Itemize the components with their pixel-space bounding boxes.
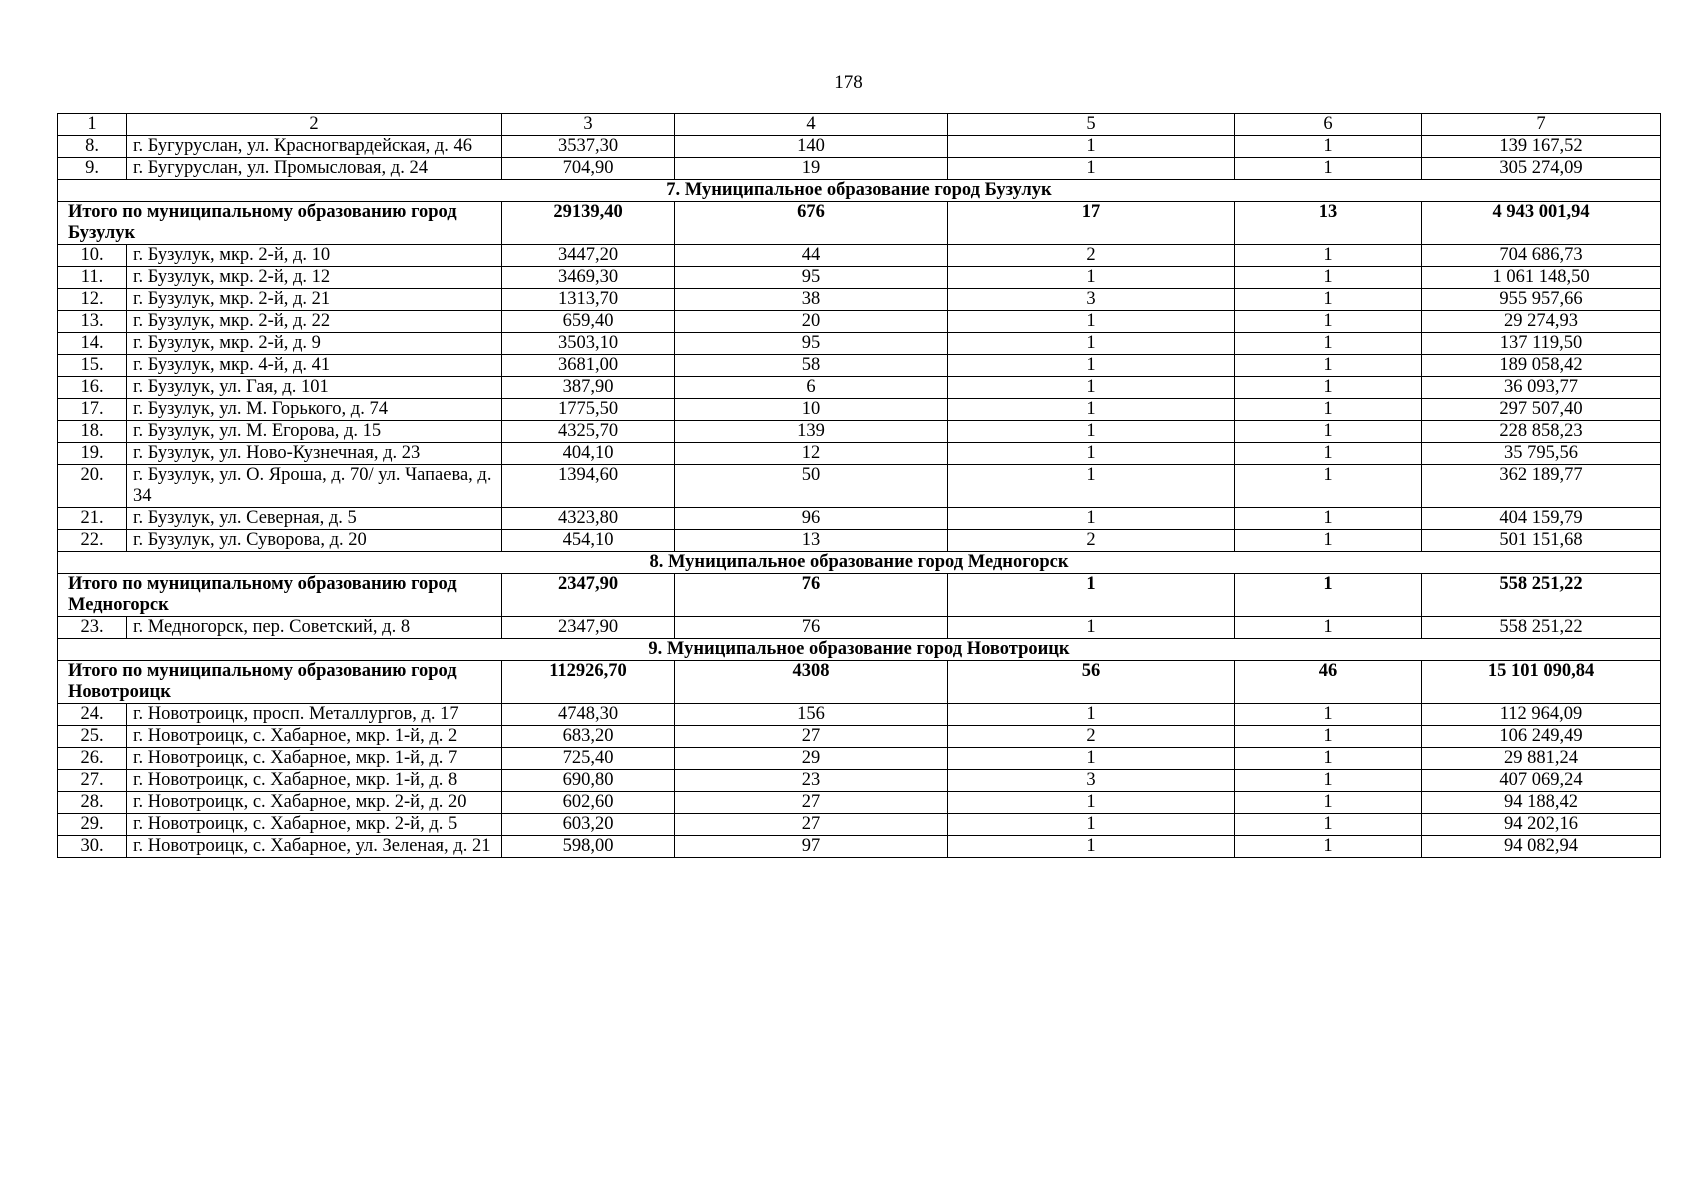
address: г. Бузулук, ул. Северная, д. 5: [127, 508, 502, 530]
section-header-row: [58, 552, 1661, 574]
area: 602,60: [502, 792, 675, 814]
count-b: 1: [1235, 508, 1422, 530]
address: г. Медногорск, пер. Советский, д. 8: [127, 617, 502, 639]
residents: 27: [675, 726, 948, 748]
count-b: 1: [1235, 245, 1422, 267]
address: г. Бузулук, мкр. 2-й, д. 10: [127, 245, 502, 267]
residents: 140: [675, 136, 948, 158]
count-a: 1: [948, 421, 1235, 443]
count-a: 3: [948, 770, 1235, 792]
table-row: [58, 399, 1661, 421]
residents: 13: [675, 530, 948, 552]
row-number: 16.: [58, 377, 127, 399]
total-residents: 676: [675, 202, 948, 245]
address: г. Бузулук, ул. Суворова, д. 20: [127, 530, 502, 552]
table-row: [58, 333, 1661, 355]
row-number: 27.: [58, 770, 127, 792]
address: г. Новотроицк, с. Хабарное, ул. Зеленая, д. 21: [127, 836, 502, 858]
total-area: 112926,70: [502, 661, 675, 704]
total-area: 29139,40: [502, 202, 675, 245]
cost: 558 251,22: [1422, 617, 1661, 639]
area: 4323,80: [502, 508, 675, 530]
total-cost: 558 251,22: [1422, 574, 1661, 617]
count-a: 3: [948, 289, 1235, 311]
residents: 23: [675, 770, 948, 792]
count-b: 1: [1235, 704, 1422, 726]
row-number: 29.: [58, 814, 127, 836]
page-number: 178: [834, 72, 863, 93]
area: 603,20: [502, 814, 675, 836]
cost: 94 188,42: [1422, 792, 1661, 814]
cost: 1 061 148,50: [1422, 267, 1661, 289]
count-b: 1: [1235, 136, 1422, 158]
address: г. Бузулук, мкр. 2-й, д. 21: [127, 289, 502, 311]
residents: 95: [675, 333, 948, 355]
count-a: 1: [948, 508, 1235, 530]
count-a: 1: [948, 814, 1235, 836]
count-b: 1: [1235, 836, 1422, 858]
table-row: [58, 136, 1661, 158]
count-a: 1: [948, 704, 1235, 726]
total-row: [58, 574, 1661, 617]
row-number: 30.: [58, 836, 127, 858]
address: г. Бузулук, мкр. 2-й, д. 22: [127, 311, 502, 333]
row-number: 24.: [58, 704, 127, 726]
row-number: 14.: [58, 333, 127, 355]
total-residents: 76: [675, 574, 948, 617]
section-header-row: [58, 639, 1661, 661]
total-label: Итого по муниципальному образованию город Медногорск: [58, 574, 502, 617]
count-b: 1: [1235, 333, 1422, 355]
column-number: 5: [948, 114, 1235, 136]
count-b: 1: [1235, 355, 1422, 377]
total-residents: 4308: [675, 661, 948, 704]
address: г. Новотроицк, с. Хабарное, мкр. 1-й, д. 2: [127, 726, 502, 748]
address: г. Новотроицк, с. Хабарное, мкр. 2-й, д. 5: [127, 814, 502, 836]
table-row: [58, 421, 1661, 443]
residents: 76: [675, 617, 948, 639]
table-row: [58, 267, 1661, 289]
column-number: 6: [1235, 114, 1422, 136]
section-title: 8. Муниципальное образование город Медногорск: [58, 552, 1661, 574]
total-area: 2347,90: [502, 574, 675, 617]
row-number: 17.: [58, 399, 127, 421]
row-number: 22.: [58, 530, 127, 552]
column-number: 7: [1422, 114, 1661, 136]
cost: 106 249,49: [1422, 726, 1661, 748]
count-a: 1: [948, 377, 1235, 399]
residents: 20: [675, 311, 948, 333]
cost: 305 274,09: [1422, 158, 1661, 180]
table-row: [58, 289, 1661, 311]
area: 1394,60: [502, 465, 675, 508]
count-a: 1: [948, 311, 1235, 333]
count-a: 1: [948, 267, 1235, 289]
count-a: 1: [948, 748, 1235, 770]
total-row: [58, 202, 1661, 245]
total-count-a: 56: [948, 661, 1235, 704]
table-row: [58, 508, 1661, 530]
row-number: 9.: [58, 158, 127, 180]
count-b: 1: [1235, 530, 1422, 552]
residents: 97: [675, 836, 948, 858]
total-count-b: 13: [1235, 202, 1422, 245]
row-number: 20.: [58, 465, 127, 508]
address: г. Бузулук, ул. Ново-Кузнечная, д. 23: [127, 443, 502, 465]
total-count-b: 1: [1235, 574, 1422, 617]
count-b: 1: [1235, 158, 1422, 180]
count-a: 1: [948, 792, 1235, 814]
address: г. Новотроицк, с. Хабарное, мкр. 2-й, д. 20: [127, 792, 502, 814]
area: 1313,70: [502, 289, 675, 311]
count-b: 1: [1235, 267, 1422, 289]
count-b: 1: [1235, 814, 1422, 836]
area: 3503,10: [502, 333, 675, 355]
total-label: Итого по муниципальному образованию город Новотроицк: [58, 661, 502, 704]
total-cost: 4 943 001,94: [1422, 202, 1661, 245]
residents: 6: [675, 377, 948, 399]
area: 454,10: [502, 530, 675, 552]
cost: 29 274,93: [1422, 311, 1661, 333]
residents: 27: [675, 792, 948, 814]
address: г. Новотроицк, просп. Металлургов, д. 17: [127, 704, 502, 726]
table-row: [58, 748, 1661, 770]
area: 387,90: [502, 377, 675, 399]
count-a: 2: [948, 245, 1235, 267]
area: 659,40: [502, 311, 675, 333]
count-b: 1: [1235, 289, 1422, 311]
row-number: 23.: [58, 617, 127, 639]
count-a: 1: [948, 465, 1235, 508]
count-a: 1: [948, 333, 1235, 355]
address: г. Новотроицк, с. Хабарное, мкр. 1-й, д. 7: [127, 748, 502, 770]
cost: 404 159,79: [1422, 508, 1661, 530]
row-number: 13.: [58, 311, 127, 333]
cost: 94 202,16: [1422, 814, 1661, 836]
table-row: [58, 158, 1661, 180]
residents: 10: [675, 399, 948, 421]
table-row: [58, 377, 1661, 399]
count-b: 1: [1235, 617, 1422, 639]
row-number: 12.: [58, 289, 127, 311]
cost: 297 507,40: [1422, 399, 1661, 421]
column-number: 2: [127, 114, 502, 136]
table-row: [58, 617, 1661, 639]
table-row: [58, 465, 1661, 508]
section-title: 7. Муниципальное образование город Бузулук: [58, 180, 1661, 202]
residents: 50: [675, 465, 948, 508]
total-count-a: 1: [948, 574, 1235, 617]
table-row: [58, 770, 1661, 792]
area: 404,10: [502, 443, 675, 465]
residents: 156: [675, 704, 948, 726]
count-a: 1: [948, 836, 1235, 858]
cost: 362 189,77: [1422, 465, 1661, 508]
area: 3447,20: [502, 245, 675, 267]
count-b: 1: [1235, 377, 1422, 399]
table-row: [58, 704, 1661, 726]
count-a: 1: [948, 617, 1235, 639]
area: 4748,30: [502, 704, 675, 726]
area: 690,80: [502, 770, 675, 792]
section-title: 9. Муниципальное образование город Новотроицк: [58, 639, 1661, 661]
address: г. Бузулук, ул. Гая, д. 101: [127, 377, 502, 399]
row-number: 25.: [58, 726, 127, 748]
cost: 94 082,94: [1422, 836, 1661, 858]
total-count-b: 46: [1235, 661, 1422, 704]
address: г. Бугуруслан, ул. Красногвардейская, д. 46: [127, 136, 502, 158]
count-b: 1: [1235, 399, 1422, 421]
total-count-a: 17: [948, 202, 1235, 245]
table-row: [58, 814, 1661, 836]
address: г. Бугуруслан, ул. Промысловая, д. 24: [127, 158, 502, 180]
cost: 137 119,50: [1422, 333, 1661, 355]
area: 1775,50: [502, 399, 675, 421]
area: 704,90: [502, 158, 675, 180]
cost: 189 058,42: [1422, 355, 1661, 377]
table-row: [58, 443, 1661, 465]
table-row: [58, 245, 1661, 267]
cost: 139 167,52: [1422, 136, 1661, 158]
cost: 29 881,24: [1422, 748, 1661, 770]
count-a: 1: [948, 443, 1235, 465]
area: 683,20: [502, 726, 675, 748]
count-a: 1: [948, 355, 1235, 377]
total-label: Итого по муниципальному образованию город Бузулук: [58, 202, 502, 245]
row-number: 8.: [58, 136, 127, 158]
housing-table: [57, 113, 1661, 858]
count-b: 1: [1235, 421, 1422, 443]
address: г. Бузулук, мкр. 2-й, д. 12: [127, 267, 502, 289]
address: г. Бузулук, ул. М. Горького, д. 74: [127, 399, 502, 421]
table-body: [58, 114, 1661, 858]
area: 725,40: [502, 748, 675, 770]
cost: 955 957,66: [1422, 289, 1661, 311]
area: 3469,30: [502, 267, 675, 289]
address: г. Бузулук, ул. М. Егорова, д. 15: [127, 421, 502, 443]
residents: 139: [675, 421, 948, 443]
count-b: 1: [1235, 311, 1422, 333]
area: 4325,70: [502, 421, 675, 443]
count-b: 1: [1235, 748, 1422, 770]
table-row: [58, 792, 1661, 814]
cost: 112 964,09: [1422, 704, 1661, 726]
count-a: 2: [948, 530, 1235, 552]
section-header-row: [58, 180, 1661, 202]
column-number: 1: [58, 114, 127, 136]
column-number: 4: [675, 114, 948, 136]
count-a: 1: [948, 399, 1235, 421]
residents: 19: [675, 158, 948, 180]
area: 3681,00: [502, 355, 675, 377]
table-row: [58, 355, 1661, 377]
residents: 38: [675, 289, 948, 311]
residents: 95: [675, 267, 948, 289]
address: г. Новотроицк, с. Хабарное, мкр. 1-й, д. 8: [127, 770, 502, 792]
cost: 228 858,23: [1422, 421, 1661, 443]
count-b: 1: [1235, 443, 1422, 465]
address: г. Бузулук, мкр. 4-й, д. 41: [127, 355, 502, 377]
count-a: 2: [948, 726, 1235, 748]
cost: 36 093,77: [1422, 377, 1661, 399]
row-number: 19.: [58, 443, 127, 465]
area: 3537,30: [502, 136, 675, 158]
address: г. Бузулук, ул. О. Яроша, д. 70/ ул. Чапаева, д. 34: [127, 465, 502, 508]
total-row: [58, 661, 1661, 704]
residents: 29: [675, 748, 948, 770]
residents: 96: [675, 508, 948, 530]
table-row: [58, 311, 1661, 333]
table-row: [58, 530, 1661, 552]
count-b: 1: [1235, 770, 1422, 792]
cost: 35 795,56: [1422, 443, 1661, 465]
cost: 407 069,24: [1422, 770, 1661, 792]
count-a: 1: [948, 158, 1235, 180]
residents: 58: [675, 355, 948, 377]
residents: 44: [675, 245, 948, 267]
row-number: 26.: [58, 748, 127, 770]
row-number: 11.: [58, 267, 127, 289]
cost: 501 151,68: [1422, 530, 1661, 552]
count-b: 1: [1235, 792, 1422, 814]
count-b: 1: [1235, 465, 1422, 508]
row-number: 21.: [58, 508, 127, 530]
row-number: 15.: [58, 355, 127, 377]
count-a: 1: [948, 136, 1235, 158]
row-number: 28.: [58, 792, 127, 814]
table-row: [58, 726, 1661, 748]
column-number: 3: [502, 114, 675, 136]
total-cost: 15 101 090,84: [1422, 661, 1661, 704]
area: 2347,90: [502, 617, 675, 639]
address: г. Бузулук, мкр. 2-й, д. 9: [127, 333, 502, 355]
row-number: 10.: [58, 245, 127, 267]
table-row: [58, 836, 1661, 858]
residents: 12: [675, 443, 948, 465]
count-b: 1: [1235, 726, 1422, 748]
row-number: 18.: [58, 421, 127, 443]
residents: 27: [675, 814, 948, 836]
cost: 704 686,73: [1422, 245, 1661, 267]
area: 598,00: [502, 836, 675, 858]
column-number-row: [58, 114, 1661, 136]
